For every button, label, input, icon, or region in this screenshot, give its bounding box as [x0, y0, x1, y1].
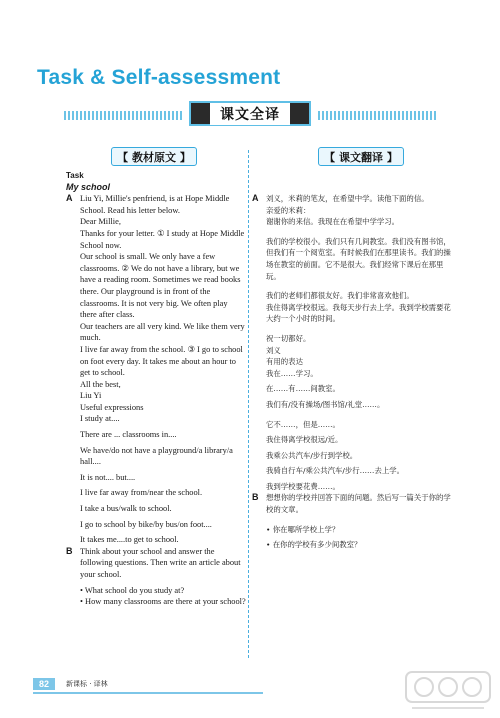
expression-1-cn: 我在……学习。 [266, 368, 318, 378]
expression-4-cn: 它不……，但是……。 [266, 419, 340, 429]
expression-4: It is not.... but.... [80, 472, 136, 482]
intro-text-cn: 刘义，米莉的笔友，在希望中学。读他下面的信。 [266, 194, 429, 203]
banner-decoration-left [64, 111, 184, 120]
section-a-original [66, 193, 246, 546]
original-column [66, 170, 246, 608]
section-b-text-cn: 想想你的学校并回答下面的问题。然后写一篇关于你的学校的文章。 [266, 493, 451, 515]
banner-decoration-right [318, 111, 438, 120]
letter-greeting-cn: 亲爱的米莉： [266, 205, 311, 215]
question-2-cn: • 在你的学校有多少间教室？ [266, 540, 362, 550]
expression-6-cn: 我乘公共汽车/步行到学校。 [266, 450, 358, 460]
section-banner [189, 101, 311, 126]
letter-paragraph-4: I live far away from the school. ③ I go to school on foot every day. It takes me about an hour to get to school. [80, 344, 243, 378]
section-b-text: Think about your school and answer the following questions. Then write an article about your school. [80, 546, 241, 579]
expression-7-cn: 我骑自行车/乘公共汽车/步行……去上学。 [266, 466, 405, 476]
letter-signature: Liu Yi [80, 391, 102, 401]
section-a-translation [252, 193, 452, 492]
column-divider [248, 150, 249, 658]
watermark-logo [404, 668, 492, 712]
useful-expressions-heading: Useful expressions [80, 402, 144, 412]
letter-greeting: Dear Millie, [80, 217, 121, 227]
book-series-label: 新课标 · 译林 [66, 680, 108, 688]
letter-paragraph-1: Thanks for your letter. ① I study at Hope Middle School now. [80, 228, 245, 250]
expression-5-cn: 我住得离学校很远/近。 [266, 435, 343, 445]
section-a-label-cn: A [252, 193, 259, 203]
page-number: 82 [33, 678, 55, 690]
letter-signature-cn: 刘义 [266, 345, 281, 355]
original-text-tag: 【 教材原文 】 [111, 147, 197, 166]
section-b-label: B [66, 545, 73, 556]
letter-paragraph-1-cn: 谢谢你的来信。我现在在希望中学学习。 [266, 217, 400, 227]
letter-paragraph-3-cn: 我们的老师们都很友好。我们非常喜欢他们。 [266, 291, 414, 301]
expression-8: It takes me....to get to school. [80, 535, 179, 545]
section-b-label-cn: B [252, 492, 259, 503]
useful-expressions-heading-cn: 有用的表达 [266, 357, 303, 367]
section-a-label: A [66, 193, 73, 204]
translation-tag: 【 课文翻译 】 [318, 147, 404, 166]
expression-7: I go to school by bike/by bus/on foot.... [80, 519, 212, 529]
letter-closing-cn: 祝一切都好。 [266, 333, 311, 343]
section-b-original [66, 546, 246, 608]
letter-paragraph-2-cn: 我们的学校很小。我们只有几间教室。我们没有图书馆，但我们有一个阅览室。有时候我们在那里读书。我们的操场在教室的前面。它不是很大。我们经常下课后在那里玩。 [266, 236, 451, 281]
letter-paragraph-2: Our school is small. We only have a few classrooms. ② We do not have a library, but we have a reading room. Sometimes we read books there. Our playground is in front of the classrooms. It is not very big. We often play there after class. [80, 252, 241, 320]
letter-paragraph-3: Our teachers are all very kind. We like them very much. [80, 321, 245, 343]
question-1: • What school do you study at? [80, 585, 185, 595]
story-title: My school [66, 181, 111, 192]
task-label: Task [66, 171, 84, 180]
expression-2-cn: 在……有……间教室。 [266, 384, 340, 394]
expression-5: I live far away from/near the school. [80, 488, 203, 498]
page-title: Task & Self-assessment [37, 66, 281, 89]
question-2: • How many classrooms are there at your school? [80, 597, 246, 607]
expression-3: We have/do not have a playground/a library/a hall.... [80, 445, 233, 467]
letter-paragraph-4-cn: 我住得离学校很远。我每天步行去上学。我到学校需要花大约一个小时的时间。 [266, 302, 451, 324]
expression-6: I take a bus/walk to school. [80, 504, 172, 514]
footer-rule [33, 692, 263, 694]
letter-closing: All the best, [80, 379, 121, 389]
intro-text: Liu Yi, Millie's penfriend, is at Hope Middle School. Read his letter below. [80, 194, 230, 215]
banner-label: 课文全译 [210, 103, 290, 125]
expression-1: I study at.... [80, 414, 120, 424]
expression-3-cn: 我们有/没有操场/图书馆/礼堂……。 [266, 399, 385, 409]
expression-8-cn: 我到学校要花费……。 [266, 481, 340, 491]
translation-column [252, 193, 452, 551]
expression-2: There are ... classrooms in.... [80, 430, 177, 440]
section-b-translation [252, 492, 452, 550]
question-1-cn: • 你在哪所学校上学？ [266, 524, 340, 534]
